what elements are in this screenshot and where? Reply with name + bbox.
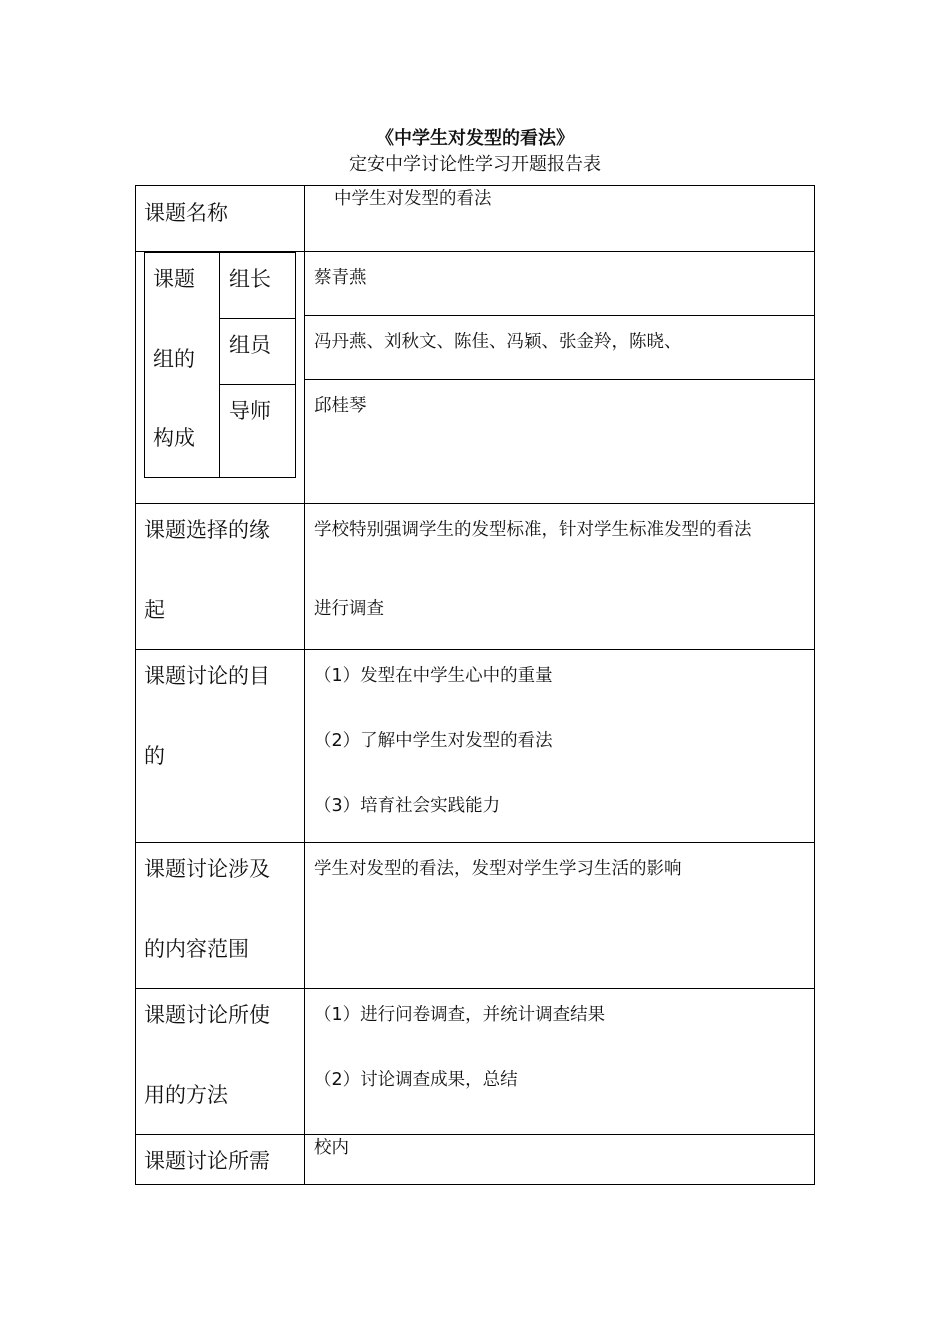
table-right-border bbox=[814, 185, 815, 1185]
inner-row-divider bbox=[220, 384, 296, 385]
table-left-border bbox=[135, 185, 136, 1185]
advisor-value: 邱桂琴 bbox=[314, 396, 367, 416]
advisor-label: 导师 bbox=[229, 399, 271, 423]
inner-bottom-border bbox=[144, 477, 296, 478]
purpose-label-line-2: 的 bbox=[144, 744, 165, 768]
methods-item: （1）进行问卷调查，并统计调查结果 bbox=[314, 1005, 606, 1025]
row-divider bbox=[305, 315, 815, 316]
table-top-border bbox=[135, 185, 815, 186]
reason-label-line-2: 起 bbox=[144, 598, 165, 622]
row-divider bbox=[135, 503, 815, 504]
needs-value: 校内 bbox=[314, 1138, 349, 1158]
document-subtitle: 定安中学讨论性学习开题报告表 bbox=[349, 154, 601, 175]
purpose-label-line-1: 课题讨论的目 bbox=[144, 664, 270, 688]
document-title: 《中学生对发型的看法》 bbox=[376, 128, 574, 149]
row-divider bbox=[135, 649, 815, 650]
inner-column-divider bbox=[219, 252, 220, 478]
row-divider bbox=[135, 1134, 815, 1135]
inner-top-border bbox=[144, 252, 296, 253]
methods-label-line-1: 课题讨论所使 bbox=[144, 1003, 270, 1027]
group-label-line-2: 组的 bbox=[153, 347, 195, 371]
methods-item: （2）讨论调查成果，总结 bbox=[314, 1070, 518, 1090]
reason-label-line-1: 课题选择的缘 bbox=[144, 518, 270, 542]
inner-row-divider bbox=[220, 318, 296, 319]
purpose-item: （1）发型在中学生心中的重量 bbox=[314, 666, 553, 686]
leader-value: 蔡青燕 bbox=[314, 268, 367, 288]
members-value: 冯丹燕、刘秋文、陈佳、冯颖、张金羚，陈晓、 bbox=[314, 332, 682, 352]
row-divider bbox=[135, 988, 815, 989]
row-divider bbox=[305, 379, 815, 380]
leader-label: 组长 bbox=[229, 267, 271, 291]
inner-left-border bbox=[144, 252, 145, 478]
reason-text-line-2: 进行调查 bbox=[314, 599, 384, 619]
group-label-line-3: 构成 bbox=[153, 426, 195, 450]
table-column-divider bbox=[304, 185, 305, 1185]
members-label: 组员 bbox=[229, 333, 271, 357]
scope-label-line-2: 的内容范围 bbox=[144, 937, 249, 961]
topic-value: 中学生对发型的看法 bbox=[334, 189, 492, 209]
reason-text-line-1: 学校特别强调学生的发型标准，针对学生标准发型的看法 bbox=[314, 520, 752, 540]
topic-label: 课题名称 bbox=[144, 201, 228, 225]
group-label-line-1: 课题 bbox=[153, 267, 195, 291]
inner-right-border bbox=[295, 252, 296, 478]
purpose-item: （3）培育社会实践能力 bbox=[314, 796, 501, 816]
methods-label-line-2: 用的方法 bbox=[144, 1083, 228, 1107]
table-bottom-border bbox=[135, 1184, 815, 1185]
scope-label-line-1: 课题讨论涉及 bbox=[144, 857, 270, 881]
scope-value: 学生对发型的看法，发型对学生学习生活的影响 bbox=[314, 859, 682, 879]
purpose-item: （2）了解中学生对发型的看法 bbox=[314, 731, 553, 751]
needs-label: 课题讨论所需 bbox=[144, 1149, 270, 1173]
row-divider bbox=[135, 842, 815, 843]
